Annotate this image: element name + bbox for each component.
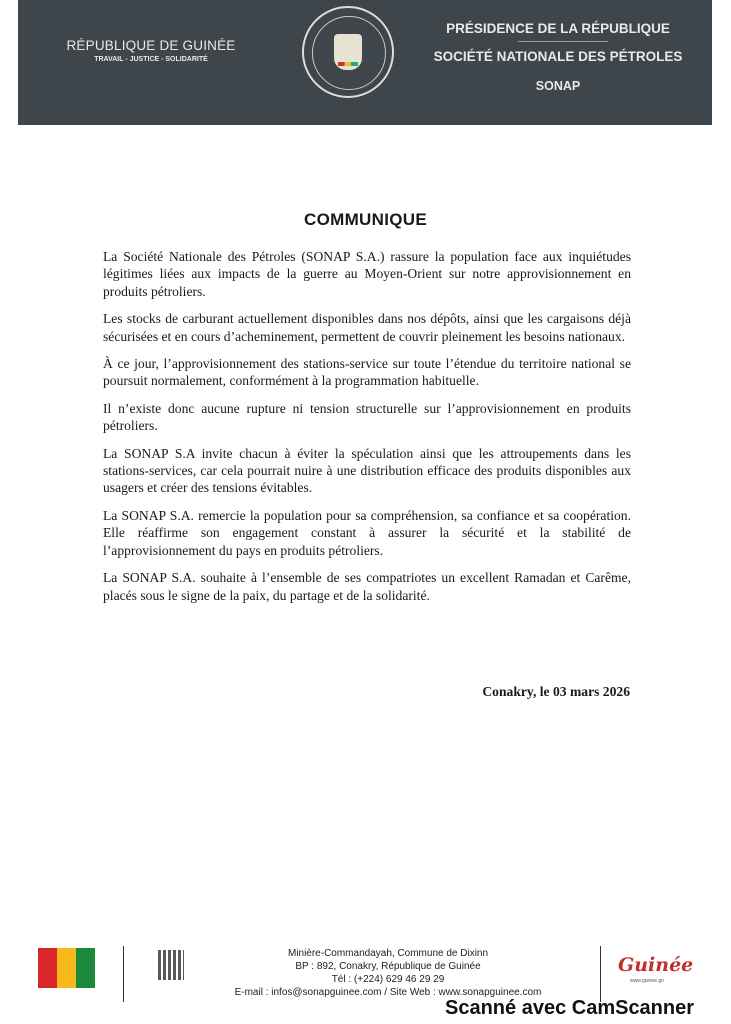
paragraph: La SONAP S.A invite chacun à éviter la spéculation ainsi que les attroupements dans les stations-services, car cela pourrait nuire à une distribution efficace des produits disponibles aux usagers et créer des tensions évitables. bbox=[103, 445, 631, 496]
guinee-logo-url: www.guinee.gn bbox=[630, 978, 664, 984]
divider bbox=[123, 946, 124, 1002]
phone-line: Tél : (+224) 629 46 29 29 bbox=[331, 974, 445, 985]
divider bbox=[518, 41, 608, 42]
paragraph: La Société Nationale des Pétroles (SONAP S.A.) rassure la population face aux inquiétudes légitimes liées aux impacts de la guerre au Moyen-Orient sur notre approvisionnement en produits pétroliers. bbox=[103, 249, 631, 299]
guinee-logo: Guinée bbox=[618, 954, 694, 976]
email-web-line: E-mail : infos@sonapguinee.com / Site Web : www.sonapguinee.com bbox=[234, 987, 542, 998]
document-body bbox=[103, 248, 631, 614]
guinea-flag-icon bbox=[38, 948, 95, 988]
presidential-seal-icon bbox=[302, 6, 394, 98]
letterhead bbox=[18, 0, 712, 125]
qr-code-icon bbox=[158, 950, 184, 980]
paragraph: Les stocks de carburant actuellement disponibles dans nos dépôts, ainsi que les cargaisons déjà sécurisées et en cours d’acheminement, permettent de couvrir pleinement les besoins nationaux. bbox=[103, 311, 631, 344]
place-date: Conakry, le 03 mars 2026 bbox=[482, 684, 630, 699]
address-line: Minière-Commandayah, Commune de Dixinn bbox=[287, 948, 489, 959]
paragraph: Il n’existe donc aucune rupture ni tension structurelle sur l’approvisionnement en produits pétroliers. bbox=[103, 400, 631, 434]
paragraph: La SONAP S.A. souhaite à l’ensemble de ses compatriotes un excellent Ramadan et Carême, placés sous le signe de la paix, du partage et de la solidarité. bbox=[103, 570, 631, 603]
country-name: RÉPUBLIQUE DE GUINÉE bbox=[66, 38, 236, 53]
document-title: COMMUNIQUE bbox=[304, 210, 427, 229]
camscanner-watermark: Scanné avec CamScanner bbox=[445, 997, 695, 1019]
divider bbox=[600, 946, 601, 1002]
address-line: BP : 892, Conakry, République de Guinée bbox=[295, 961, 481, 972]
paragraph: La SONAP S.A. remercie la population pour sa compréhension, sa confiance et sa coopération. Elle réaffirme son engagement constant à assurer la sécurité et la stabilité de l’approvisionnement du pays en produits pétroliers. bbox=[103, 507, 631, 558]
company-acronym: SONAP bbox=[535, 79, 581, 93]
coat-of-arms-icon bbox=[334, 34, 362, 70]
footer bbox=[18, 940, 712, 1000]
paragraph: À ce jour, l’approvisionnement des stations-service sur toute l’étendue du territoire national se poursuit normalement, conformément à la programmation habituelle. bbox=[103, 356, 631, 389]
presidency-label: PRÉSIDENCE DE LA RÉPUBLIQUE bbox=[446, 21, 670, 36]
contact-address bbox=[228, 947, 548, 999]
company-name: SOCIÉTÉ NATIONALE DES PÉTROLES bbox=[433, 49, 683, 64]
national-motto: TRAVAIL - JUSTICE - SOLIDARITÉ bbox=[94, 56, 208, 63]
